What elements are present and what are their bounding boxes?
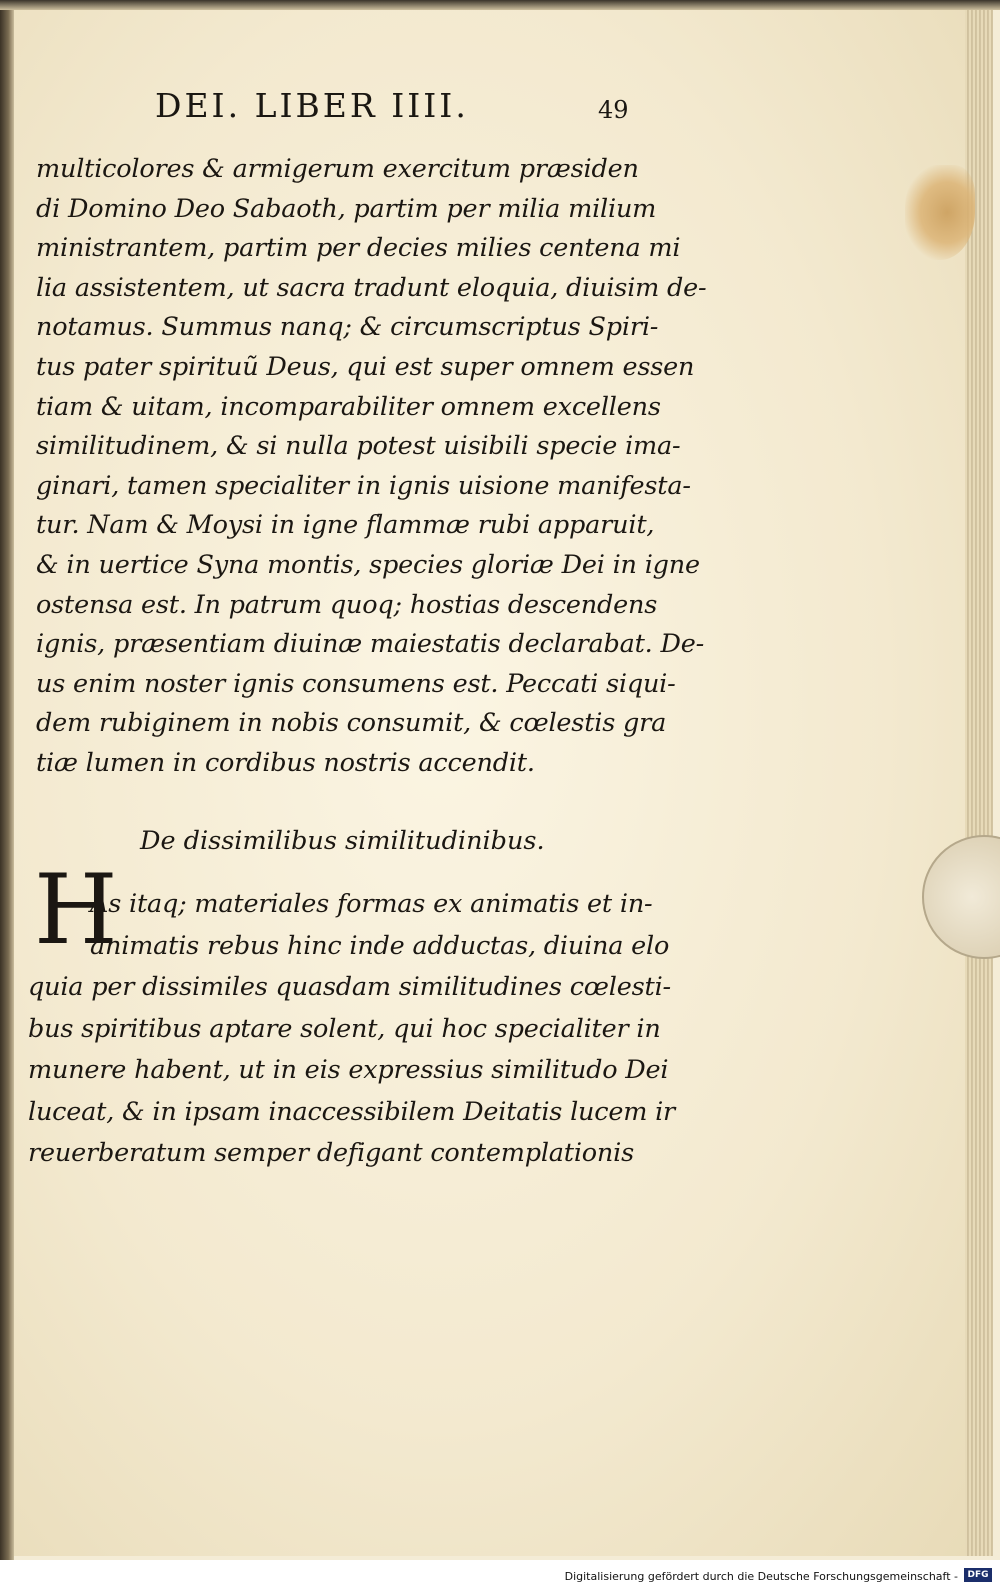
funding-credit: Digitalisierung gefördert durch die Deutsche Forschungsgemeinschaft - (564, 1570, 958, 1583)
text-line: munere habent, ut in eis expressius similitudo Dei (28, 1055, 669, 1085)
text-line: animatis rebus hinc inde adductas, diuina elo (90, 930, 670, 961)
text-line: ministrantem, partim per decies milies centena mi (36, 233, 681, 264)
text-line: lia assistentem, ut sacra tradunt eloquia, diuisim de- (36, 272, 707, 303)
text-line: bus spiritibus aptare solent, qui hoc specialiter in (28, 1013, 661, 1044)
text-line: tiæ lumen in cordibus nostris accendit. (36, 747, 535, 778)
text-line: tur. Nam & Moysi in igne flammæ rubi apparuit, (36, 510, 655, 541)
text-line: notamus. Summus nanq; & circumscriptus Spiri- (36, 312, 659, 343)
text-line: multicolores & armigerum exercitum præsiden (36, 154, 639, 184)
paper-stain (905, 165, 975, 260)
text-line: & in uertice Syna montis, species gloriæ Dei in igne (36, 549, 700, 580)
text-line: reuerberatum semper defigant contemplationis (28, 1138, 635, 1168)
page-number: 49 (598, 96, 629, 124)
main-text (36, 150, 707, 784)
text-line: ginari, tamen specialiter in ignis uisione manifesta- (36, 470, 691, 501)
text-line: As itaq; materiales formas ex animatis et in- (90, 889, 653, 919)
text-line: us enim noster ignis consumens est. Peccati siqui- (36, 668, 676, 699)
digitization-footer (0, 1560, 1000, 1590)
text-line: luceat, & in ipsam inaccessibilem Deitatis lucem ir (28, 1096, 676, 1127)
section-text (28, 884, 676, 1175)
text-line: ostensa est. In patrum quoq; hostias descendens (36, 589, 658, 620)
text-line: quia per dissimiles quasdam similitudines cœlesti- (28, 972, 671, 1002)
text-line: ignis, præsentiam diuinæ maiestatis declarabat. De- (36, 629, 705, 660)
text-line: tus pater spirituũ Deus, qui est super omnem essen (36, 351, 695, 382)
drop-cap: H (34, 854, 118, 966)
running-head: DEI. LIBER IIII. (155, 86, 469, 125)
section-heading: De dissimilibus similitudinibus. (140, 826, 545, 856)
text-line: tiam & uitam, incomparabiliter omnem excellens (36, 391, 661, 422)
text-line: similitudinem, & si nulla potest uisibili specie ima- (36, 431, 681, 462)
dfg-logo: DFG (964, 1568, 992, 1582)
binding-shadow (0, 0, 14, 1560)
top-shadow (0, 0, 1000, 10)
text-line: di Domino Deo Sabaoth, partim per milia milium (36, 193, 657, 224)
page-edges (965, 8, 993, 1556)
text-line: dem rubiginem in nobis consumit, & cœlestis gra (36, 708, 667, 739)
